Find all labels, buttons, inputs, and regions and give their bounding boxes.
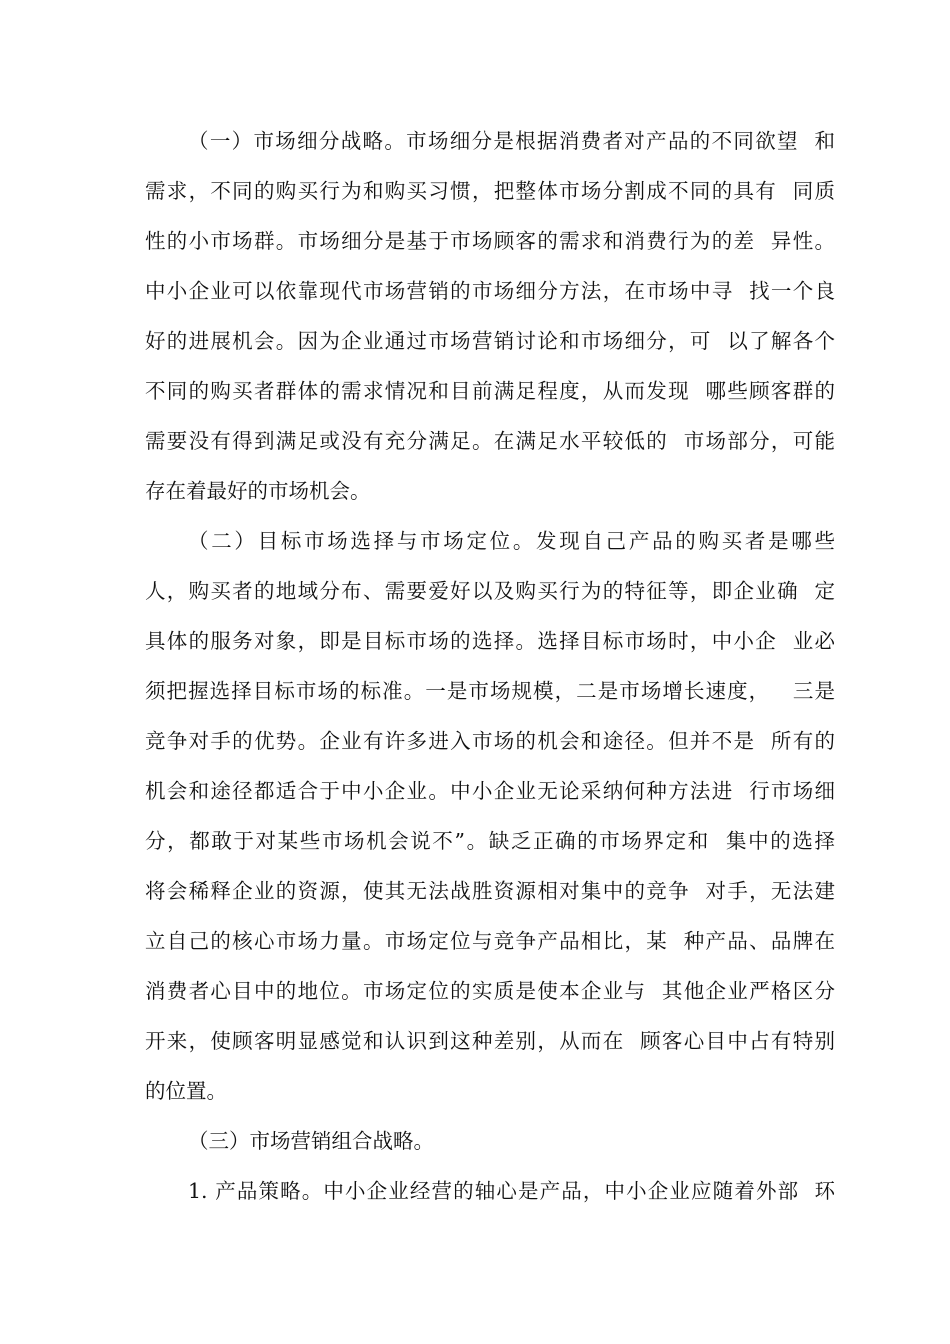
paragraph-line: 需要没有得到满足或没有充分满足。在满足水平较低的 市场部分，可能: [145, 429, 835, 453]
paragraph-line: 具体的服务对象，即是目标市场的选择。选择目标市场时，中小企 业必: [145, 629, 835, 653]
paragraph-line: 人，购买者的地域分布、需要爱好以及购买行为的特征等，即企业确 定: [145, 579, 835, 603]
paragraph-line: 需求，不同的购买行为和购买习惯，把整体市场分割成不同的具有 同质: [145, 179, 835, 203]
paragraph-line: 存在着最好的市场机会。: [145, 479, 371, 503]
paragraph-line: 立自己的核心市场力量。市场定位与竞争产品相比，某 种产品、品牌在: [145, 929, 835, 953]
paragraph-line: 中小企业可以依靠现代市场营销的市场细分方法，在市场中寻 找一个良: [145, 279, 835, 303]
paragraph-line: 须把握选择目标市场的标准。一是市场规模，二是市场增长速度， 三是: [145, 679, 835, 703]
paragraph-line: 好的进展机会。因为企业通过市场营销讨论和市场细分，可 以了解各个: [145, 329, 835, 353]
paragraph-line: 机会和途径都适合于中小企业。中小企业无论采纳何种方法进 行市场细: [145, 779, 835, 803]
paragraph-line: 的位置。: [145, 1079, 227, 1103]
paragraph-line: （二）目标市场选择与市场定位。发现自己产品的购买者是哪些: [188, 529, 835, 553]
paragraph-line: 不同的购买者群体的需求情况和目前满足程度，从而发现 哪些顾客群的: [145, 379, 835, 403]
paragraph-line: 性的小市场群。市场细分是基于市场顾客的需求和消费行为的差 异性。: [145, 229, 835, 253]
paragraph-line: 将会稀释企业的资源，使其无法战胜资源相对集中的竞争 对手，无法建: [145, 879, 835, 903]
paragraph-line: 1. 产品策略。中小企业经营的轴心是产品，中小企业应随着外部 环: [188, 1179, 835, 1203]
paragraph-line: （一）市场细分战略。市场细分是根据消费者对产品的不同欲望 和: [188, 129, 835, 153]
paragraph-line: 分，都敢于对某些市场机会说不”。缺乏正确的市场界定和 集中的选择: [145, 829, 835, 853]
paragraph-line: 开来，使顾客明显感觉和认识到这种差别，从而在 顾客心目中占有特别: [145, 1029, 835, 1053]
paragraph-line: 消费者心目中的地位。市场定位的实质是使本企业与 其他企业严格区分: [145, 979, 835, 1003]
section-heading: （三）市场营销组合战略。: [188, 1129, 434, 1153]
paragraph-line: 竞争对手的优势。企业有许多进入市场的机会和途径。但并不是 所有的: [145, 729, 835, 753]
